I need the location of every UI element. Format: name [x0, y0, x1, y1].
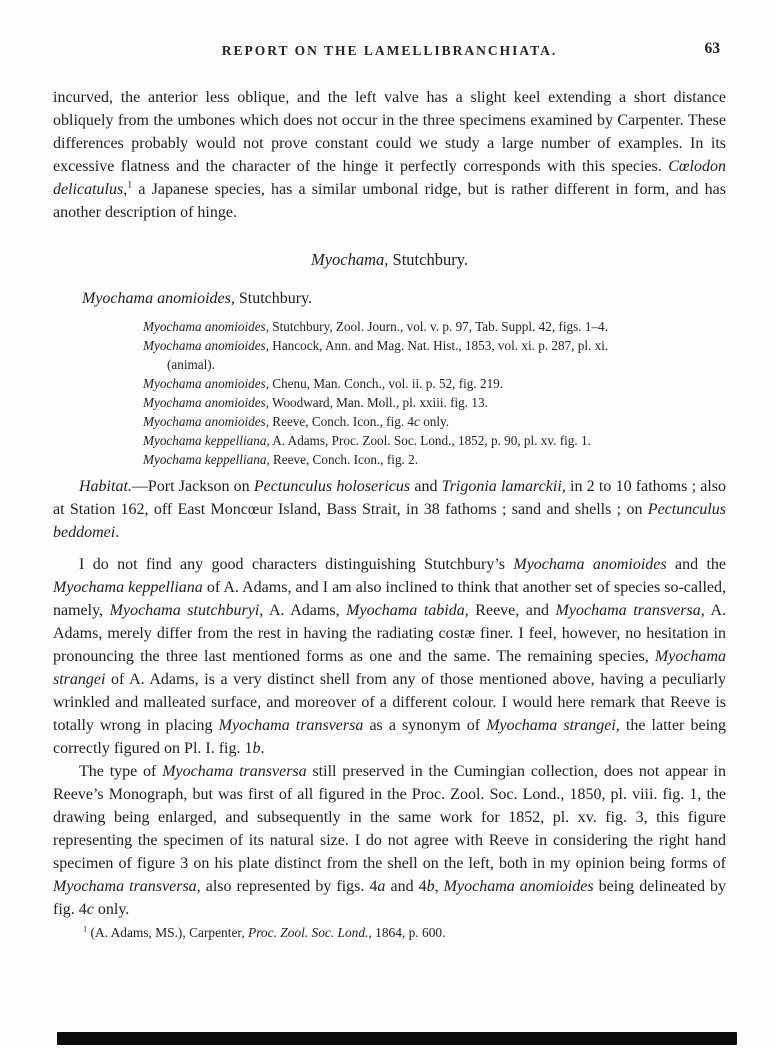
- habitat-paragraph: Habitat.—Port Jackson on Pectunculus holosericus and Trigonia lamarckii, in 2 to 10 fathoms ; also at Station 162, off East Moncœur Island, Bass Strait, in 38 fathoms ; sand and shells ; on Pectunculus beddomei.: [53, 478, 727, 541]
- synonymy-entry: Myochama anomioides, Chenu, Man. Conch., vol. ii. p. 52, fig. 219.: [143, 376, 504, 391]
- genus-heading: Myochama, Stutchbury.: [310, 250, 469, 269]
- footnote: $^1$ (A. Adams, MS.), Carpenter, Proc. Zool. Soc. Lond., 1864, p. 600.: [83, 924, 446, 940]
- synonymy-entry: Myochama anomioides, Stutchbury, Zool. Journ., vol. v. p. 97, Tab. Suppl. 42, figs. 1–4.: [143, 319, 608, 334]
- scan-edge-artifact: [57, 1032, 737, 1045]
- paragraph-discussion: I do not find any good characters distinguishing Stutchbury’s Myochama anomioides and the Myochama keppelliana of A. Adams, and I am also inclined to think that another set of species so-called, namely, Myochama stutchburyi, A. Adams, Myochama tabida, Reeve, and Myochama transversa, A. Adams, merely differ from the rest in having the radiating costæ finer. I feel, however, no hesitation in pronouncing the three last mentioned forms as one and the same. The remaining species, Myochama strangei of A. Adams, is a very distinct shell from any of those mentioned above, having a peculiarly wrinkled and malleated surface, and moreover of a different colour. I would here remark that Reeve is totally wrong in placing Myochama transversa as a synonym of Myochama strangei, the latter being correctly figured on Pl. I. fig. 1b.: [53, 556, 727, 757]
- synonymy-list: [143, 317, 726, 469]
- page-number: 63: [704, 40, 720, 57]
- synonymy-entry: Myochama keppelliana, Reeve, Conch. Icon., fig. 2.: [143, 452, 419, 467]
- synonymy-entry: Myochama anomioides, Hancock, Ann. and Mag. Nat. Hist., 1853, vol. xi. p. 287, pl. xi. (animal).: [143, 338, 609, 372]
- paragraph-intro: incurved, the anterior less oblique, and the left valve has a slight keel extending a short distance obliquely from the umbones which does not occur in the three specimens examined by Carpenter. These differences probably would not prove constant could we study a large number of examples. In its excessive flatness and the character of the hinge it perfectly corresponds with this species. Cœlodon delicatulus,$^1$ a Japanese species, has a similar umbonal ridge, but is rather different in form, and has another description of hinge.: [53, 89, 726, 221]
- running-title: REPORT ON THE LAMELLIBRANCHIATA.: [221, 43, 558, 58]
- synonymy-entry: Myochama anomioides, Woodward, Man. Moll., pl. xxiii. fig. 13.: [143, 395, 488, 410]
- page-header: [53, 42, 726, 62]
- synonymy-entry: Myochama anomioides, Reeve, Conch. Icon., fig. 4c only.: [143, 414, 450, 429]
- paragraph-type-discussion: The type of Myochama transversa still preserved in the Cumingian collection, does not appear in Reeve’s Monograph, but was first of all figured in the Proc. Zool. Soc. Lond., 1850, pl. viii. fig. 1, the drawing being enlarged, and subsequently in the same work for 1852, pl. xv. fig. 3, this figure representing the specimen of its natural size. I do not agree with Reeve in considering the right hand specimen of figure 3 on his plate distinct from the shell on the left, both in my opinion being forms of Myochama transversa, also represented by figs. 4a and 4b, Myochama anomioides being delineated by fig. 4c only.: [53, 763, 727, 918]
- synonymy-entry: Myochama keppelliana, A. Adams, Proc. Zool. Soc. Lond., 1852, p. 90, pl. xv. fig. 1.: [143, 433, 591, 448]
- species-heading: Myochama anomioides, Stutchbury.: [82, 290, 313, 307]
